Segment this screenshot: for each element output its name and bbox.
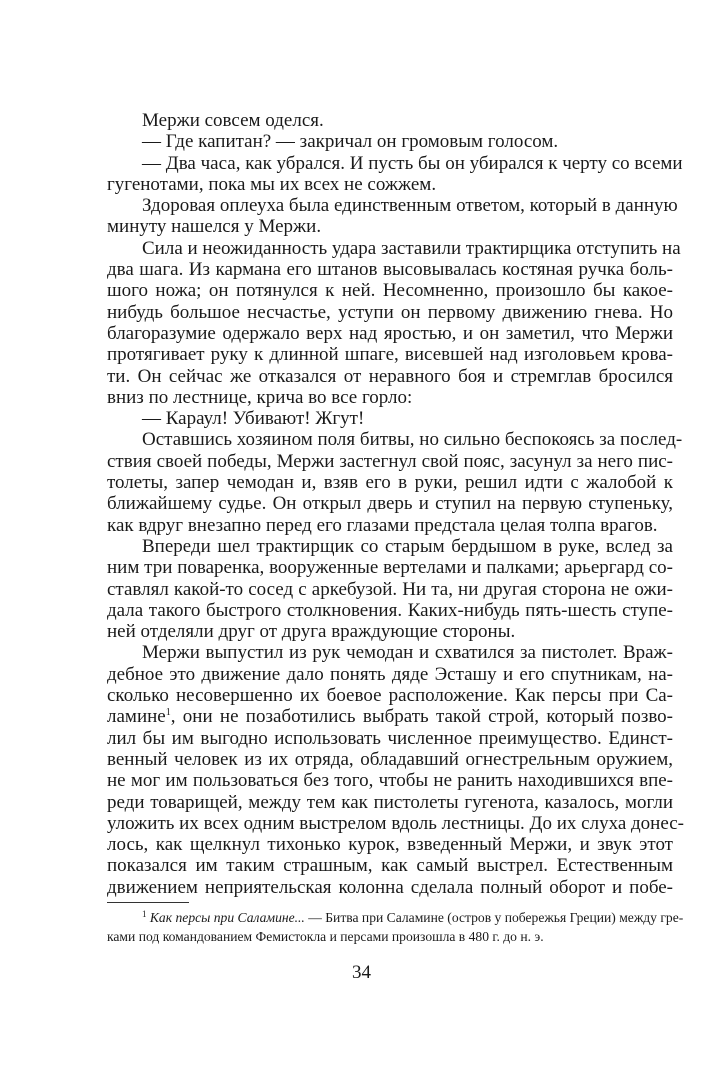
text-line: толеты, запер чемодан и, взяв его в руки, решил идти с жалобой к <box>107 472 673 494</box>
text-line: Мержи совсем оделся. <box>142 110 324 131</box>
text-line: два шага. Из кармана его штанов высовывалась костяная ручка боль- <box>107 259 673 281</box>
text-line: нибудь большое несчастье, уступи он первому движению гнева. Но <box>107 301 673 323</box>
page-number: 34 <box>352 962 371 983</box>
text-line: минуту нашелся у Мержи. <box>107 216 322 238</box>
text-fragment: , они не позаботились выбрать такой строй, который позво- <box>170 706 673 728</box>
text-line: ним три поваренка, вооруженные вертелами и палками; арьергард со- <box>107 557 673 579</box>
text-line: Сила и неожиданность удара заставили трактирщика отступить на <box>142 237 681 259</box>
text-line: Оставшись хозяином поля битвы, но сильно беспокоясь за послед- <box>142 429 683 451</box>
footnote-marker: 1 <box>142 909 147 919</box>
body-text <box>107 110 685 898</box>
text-line: гугенотами, пока мы их всех не сожжем. <box>107 173 437 195</box>
text-line: дебное это движение дало понять дяде Эсташу и его спутникам, на- <box>107 663 673 685</box>
paragraph <box>107 536 673 642</box>
text-line: благоразумие одержало верх над яростью, и он заметил, что Мержи <box>107 322 673 344</box>
text-line: — Где капитан? — закричал он громовым голосом. <box>142 131 559 153</box>
text-line: венный человек из их отряда, обладавший огнестрельным оружием, <box>107 748 673 770</box>
paragraph <box>107 642 685 898</box>
footnote-separator <box>107 902 189 903</box>
text-line: — Караул! Убивают! Жгут! <box>142 408 365 430</box>
text-line: лил бы им выгодно использовать численное преимущество. Единст- <box>107 727 673 749</box>
paragraph <box>107 110 673 131</box>
text-line: ближайшему судье. Он открыл дверь и ступил на первую ступеньку, <box>107 493 673 515</box>
text-line: уложить их всех одним выстрелом вдоль лестницы. До их слуха донес- <box>107 812 685 834</box>
text-line: Мержи выпустил из рук чемодан и схватился за пистолет. Враж- <box>142 642 673 664</box>
text-line: — Два часа, как убрался. И пусть бы он убирался к черту со всеми <box>142 152 683 174</box>
text-line: сколько несовершенно их боевое расположение. Как персы при Са- <box>107 685 673 707</box>
footnote-text: — Битва при Саламине (остров у побережья Греции) между гре- <box>304 910 684 925</box>
text-line: протягивает руку к длинной шпаге, висевшей над изголовьем крова- <box>107 344 673 366</box>
footnote <box>107 908 684 946</box>
text-line: Здоровая оплеуха была единственным ответом, который в данную <box>142 195 678 217</box>
text-line <box>107 706 673 727</box>
text-line: реди товарищей, между тем как пистолеты гугенота, казалось, могли <box>107 791 673 813</box>
text-line: ти. Он сейчас же отказался от неравного боя и стремглав бросился <box>107 365 673 387</box>
text-line: вниз по лестнице, крича во все горло: <box>107 386 413 408</box>
footnote-line: ками под командованием Фемистокла и персами произошла в 480 г. до н. э. <box>107 929 544 944</box>
text-line: не мог им пользоваться без того, чтобы не ранить находившихся впе- <box>107 770 673 792</box>
footnote-line <box>107 908 684 927</box>
text-fragment: ламине <box>107 706 166 728</box>
paragraph <box>107 237 681 408</box>
paragraph <box>107 429 683 536</box>
text-line: ствия своей победы, Мержи застегнул свой пояс, засунул за него пис- <box>107 450 673 472</box>
text-line: Впереди шел трактирщик со старым бердышом в руке, вслед за <box>142 535 673 557</box>
text-line: показался им таким страшным, как самый выстрел. Естественным <box>107 855 673 877</box>
text-line: как вдруг внезапно перед его глазами предстала целая толпа врагов. <box>107 514 658 536</box>
paragraph <box>107 408 673 429</box>
footnote-reference: Как персы при Саламине... <box>149 910 305 925</box>
paragraph <box>107 152 683 196</box>
text-line: ней отделяли друг от друга враждующие стороны. <box>107 621 516 643</box>
footnote-ref-marker: 1 <box>165 707 171 719</box>
text-line: ставлял какой-то сосед с аркебузой. Ни та, ни другая сторона не ожи- <box>107 578 673 600</box>
text-line: движением неприятельская колонна сделала полный оборот и побе- <box>107 876 673 898</box>
paragraph <box>107 195 678 238</box>
text-line: лось, как щелкнул тихонько курок, взведенный Мержи, и звук этот <box>107 834 673 856</box>
text-line: шого ножа; он потянулся к ней. Несомненно, произошло бы какое- <box>107 280 673 302</box>
paragraph <box>107 131 673 152</box>
text-line: дала такого быстрого столкновения. Каких-нибудь пять-шесть ступе- <box>107 599 673 621</box>
